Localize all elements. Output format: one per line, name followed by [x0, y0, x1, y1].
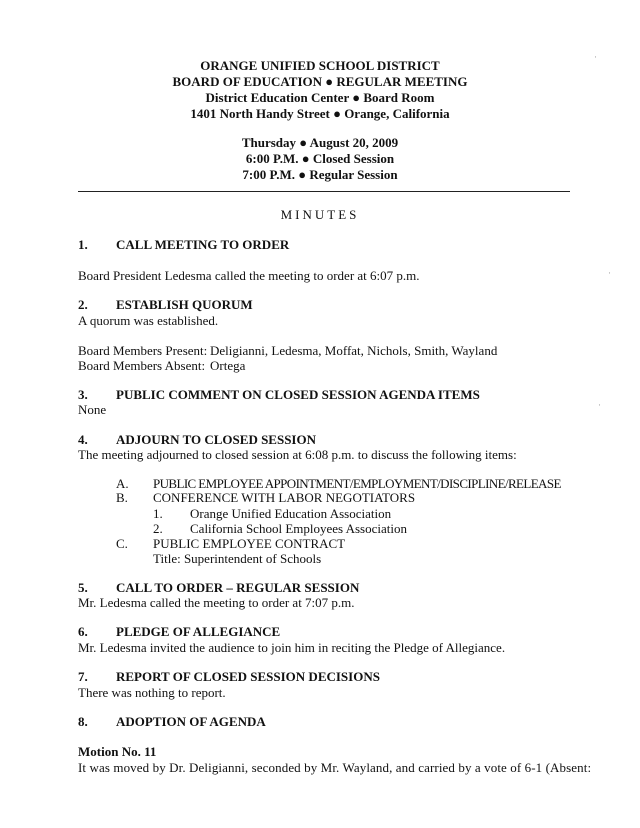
section-body: None	[78, 402, 107, 417]
motion-label: Motion No. 11	[78, 744, 157, 759]
section-number: 1.	[78, 237, 88, 252]
section-title: ESTABLISH QUORUM	[116, 297, 253, 312]
section-body: Mr. Ledesma invited the audience to join him in reciting the Pledge of Allegiance.	[78, 640, 506, 655]
section-number: 2.	[78, 297, 88, 312]
section-body: Board President Ledesma called the meeting to order at 6:07 p.m.	[78, 268, 420, 283]
meeting-type: BOARD OF EDUCATION ● REGULAR MEETING	[172, 74, 468, 89]
item-detail: Title: Superintendent of Schools	[153, 551, 322, 566]
item-letter: A.	[116, 476, 129, 491]
members-absent-label: Board Members Absent:	[78, 358, 206, 373]
scan-speck: ·	[598, 400, 601, 410]
item-text: PUBLIC EMPLOYEE APPOINTMENT/EMPLOYMENT/DISCIPLINE/RELEASE	[153, 476, 561, 491]
district-name: ORANGE UNIFIED SCHOOL DISTRICT	[200, 58, 440, 73]
scan-speck: ·	[608, 268, 611, 278]
subitem-number: 1.	[153, 506, 163, 521]
subitem-number: 2.	[153, 521, 163, 536]
section-title: PUBLIC COMMENT ON CLOSED SESSION AGENDA ITEMS	[116, 387, 480, 402]
section-number: 3.	[78, 387, 88, 402]
section-body: Mr. Ledesma called the meeting to order at 7:07 p.m.	[78, 595, 355, 610]
section-title: ADJOURN TO CLOSED SESSION	[116, 432, 316, 447]
section-body: The meeting adjourned to closed session at 6:08 p.m. to discuss the following items:	[78, 447, 517, 462]
section-number: 7.	[78, 669, 88, 684]
section-number: 8.	[78, 714, 88, 729]
section-body: A quorum was established.	[78, 313, 219, 328]
members-present: Deligianni, Ledesma, Moffat, Nichols, Smith, Wayland	[210, 343, 498, 358]
section-title: ADOPTION OF AGENDA	[116, 714, 266, 729]
item-letter: C.	[116, 536, 128, 551]
members-present-label: Board Members Present:	[78, 343, 208, 358]
item-letter: B.	[116, 490, 128, 505]
section-title: REPORT OF CLOSED SESSION DECISIONS	[116, 669, 380, 684]
members-absent: Ortega	[210, 358, 246, 373]
section-title: PLEDGE OF ALLEGIANCE	[116, 624, 281, 639]
section-title: CALL TO ORDER – REGULAR SESSION	[116, 580, 360, 595]
subitem-text: Orange Unified Education Association	[190, 506, 392, 521]
section-title: CALL MEETING TO ORDER	[116, 237, 290, 252]
section-body: There was nothing to report.	[78, 685, 226, 700]
meeting-address: 1401 North Handy Street ● Orange, California	[190, 106, 450, 121]
section-number: 6.	[78, 624, 88, 639]
section-number: 5.	[78, 580, 88, 595]
item-text: CONFERENCE WITH LABOR NEGOTIATORS	[153, 490, 416, 505]
header-divider	[78, 191, 570, 192]
meeting-location: District Education Center ● Board Room	[205, 90, 435, 105]
regular-session-time: 7:00 P.M. ● Regular Session	[242, 167, 398, 182]
section-number: 4.	[78, 432, 88, 447]
subitem-text: California School Employees Association	[190, 521, 407, 536]
meeting-date: Thursday ● August 20, 2009	[241, 135, 399, 150]
item-text: PUBLIC EMPLOYEE CONTRACT	[153, 536, 346, 551]
closed-session-time: 6:00 P.M. ● Closed Session	[245, 151, 395, 166]
scan-speck: ·	[594, 52, 597, 62]
motion-text: It was moved by Dr. Deligianni, seconded by Mr. Wayland, and carried by a vote of 6-1 (Absent:	[78, 760, 592, 775]
document-title: MINUTES	[280, 207, 360, 222]
